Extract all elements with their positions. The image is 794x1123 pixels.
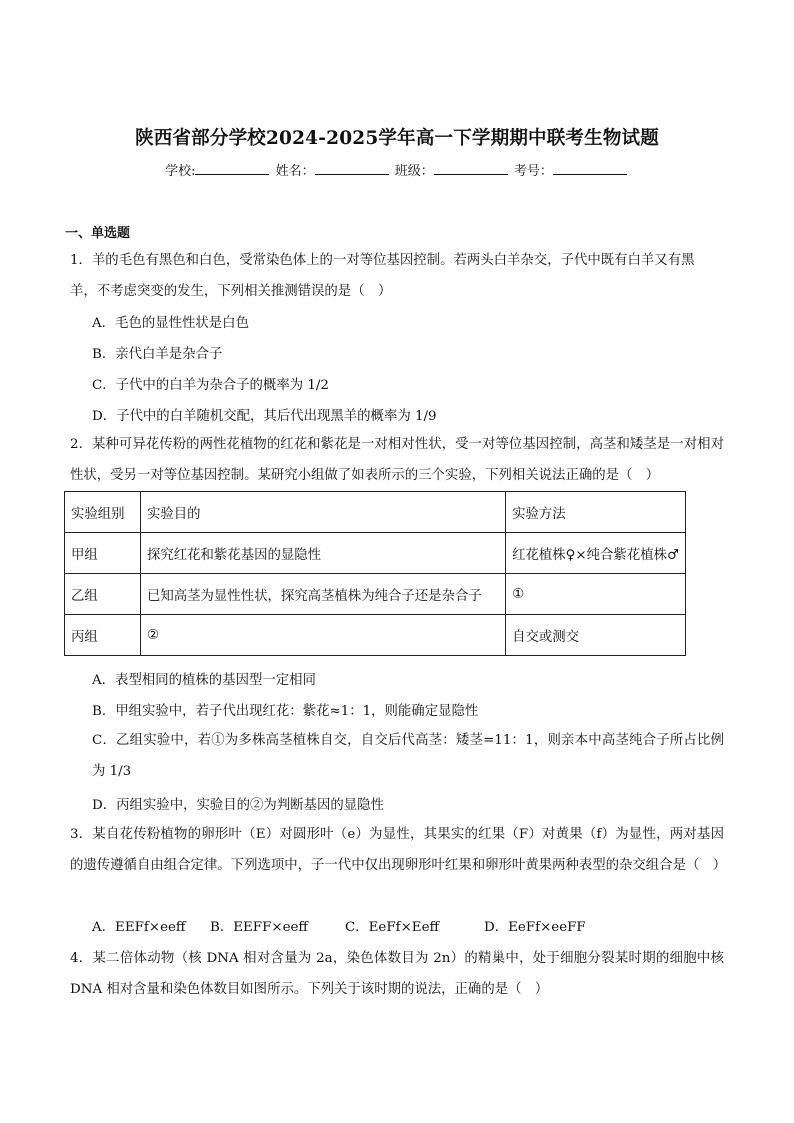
school-label: 学校: — [165, 164, 196, 179]
table-cell: ② — [140, 615, 505, 656]
q3-stem: 3．某自花传粉植物的卵形叶（E）对圆形叶（e）为显性，其果实的红果（F）对黄果（f）为显性，两对基因的遗传遵循自由组合定律。下列选项中，子一代中仅出现卵形叶红果和卵形叶黄果两种表型的杂交组合是（ ） — [70, 827, 727, 873]
table-row — [65, 533, 686, 574]
q3-option-d: D．EeFf×eeFF — [484, 920, 586, 935]
table-header-cell: 实验方法 — [506, 492, 686, 533]
q1-option-a: A．毛色的显性性状是白色 — [92, 316, 249, 331]
experiment-table — [64, 491, 686, 656]
q3-option-b: B．EEFF×eeff — [210, 920, 308, 935]
school-blank[interactable] — [195, 160, 269, 175]
q2-option-b: B．甲组实验中，若子代出现红花：紫花≈1：1，则能确定显隐性 — [92, 704, 479, 719]
table-row — [65, 574, 686, 615]
q1-option-d: D．子代中的白羊随机交配，其后代出现黑羊的概率为 1/9 — [92, 409, 437, 424]
name-blank[interactable] — [315, 160, 389, 175]
table-header-cell: 实验组别 — [65, 492, 141, 533]
q2-option-d: D．丙组实验中，实验目的②为判断基因的显隐性 — [92, 798, 384, 813]
q1-option-b: B．亲代白羊是杂合子 — [92, 347, 223, 362]
table-cell: ① — [506, 574, 686, 615]
q1-option-c: C．子代中的白羊为杂合子的概率为 1/2 — [92, 378, 329, 393]
table-cell: 已知高茎为显性性状，探究高茎植株为纯合子还是杂合子 — [140, 574, 505, 615]
q2-stem: 2．某种可异花传粉的两性花植物的红花和紫花是一对相对性状，受一对等位基因控制，高茎和矮茎是一对相对性状，受另一对等位基因控制。某研究小组做了如表所示的三个实验，下列相关说法正确的是（ ） — [70, 437, 724, 483]
exam-number-blank[interactable] — [553, 160, 627, 175]
section-heading: 一、单选题 — [65, 226, 131, 241]
table-cell: 探究红花和紫花基因的显隐性 — [140, 533, 505, 574]
q2-option-c: C．乙组实验中，若①为多株高茎植株自交，自交后代高茎：矮茎=11：1，则亲本中高茎纯合子所占比例为 1/3 — [92, 733, 724, 779]
table-cell: 甲组 — [65, 533, 141, 574]
q3-options — [92, 916, 586, 935]
table-header-row — [65, 492, 686, 533]
q4-stem: 4．某二倍体动物（核 DNA 相对含量为 2a，染色体数目为 2n）的精巢中，处于细胞分裂某时期的细胞中核 DNA 相对含量和染色体数目如图所示。下列关于该时期的说法，正确的是（ ） — [70, 951, 724, 997]
table-header-cell: 实验目的 — [140, 492, 505, 533]
q3-option-a: A．EEFf×eeff — [92, 920, 186, 935]
table-cell: 乙组 — [65, 574, 141, 615]
q2-option-a: A．表型相同的植株的基因型一定相同 — [92, 673, 316, 688]
name-label: 姓名： — [275, 164, 315, 179]
table-cell: 丙组 — [65, 615, 141, 656]
table-cell: 自交或测交 — [506, 615, 686, 656]
exam-number-label: 考号： — [513, 164, 553, 179]
class-label: 班级： — [394, 164, 434, 179]
q1-stem-line2: 羊，不考虑突变的发生，下列相关推测错误的是（ ） — [70, 284, 392, 299]
student-info-line — [0, 160, 794, 179]
table-cell: 红花植株♀×纯合紫花植株♂ — [506, 533, 686, 574]
q1-stem-line1: 1．羊的毛色有黑色和白色，受常染色体上的一对等位基因控制。若两头白羊杂交，子代中既有白羊又有黑 — [70, 253, 695, 268]
class-blank[interactable] — [434, 160, 508, 175]
table-row — [65, 615, 686, 656]
exam-title: 陕西省部分学校2024-2025学年高一下学期期中联考生物试题 — [135, 128, 659, 149]
q3-option-c: C．EeFf×Eeff — [345, 920, 440, 935]
